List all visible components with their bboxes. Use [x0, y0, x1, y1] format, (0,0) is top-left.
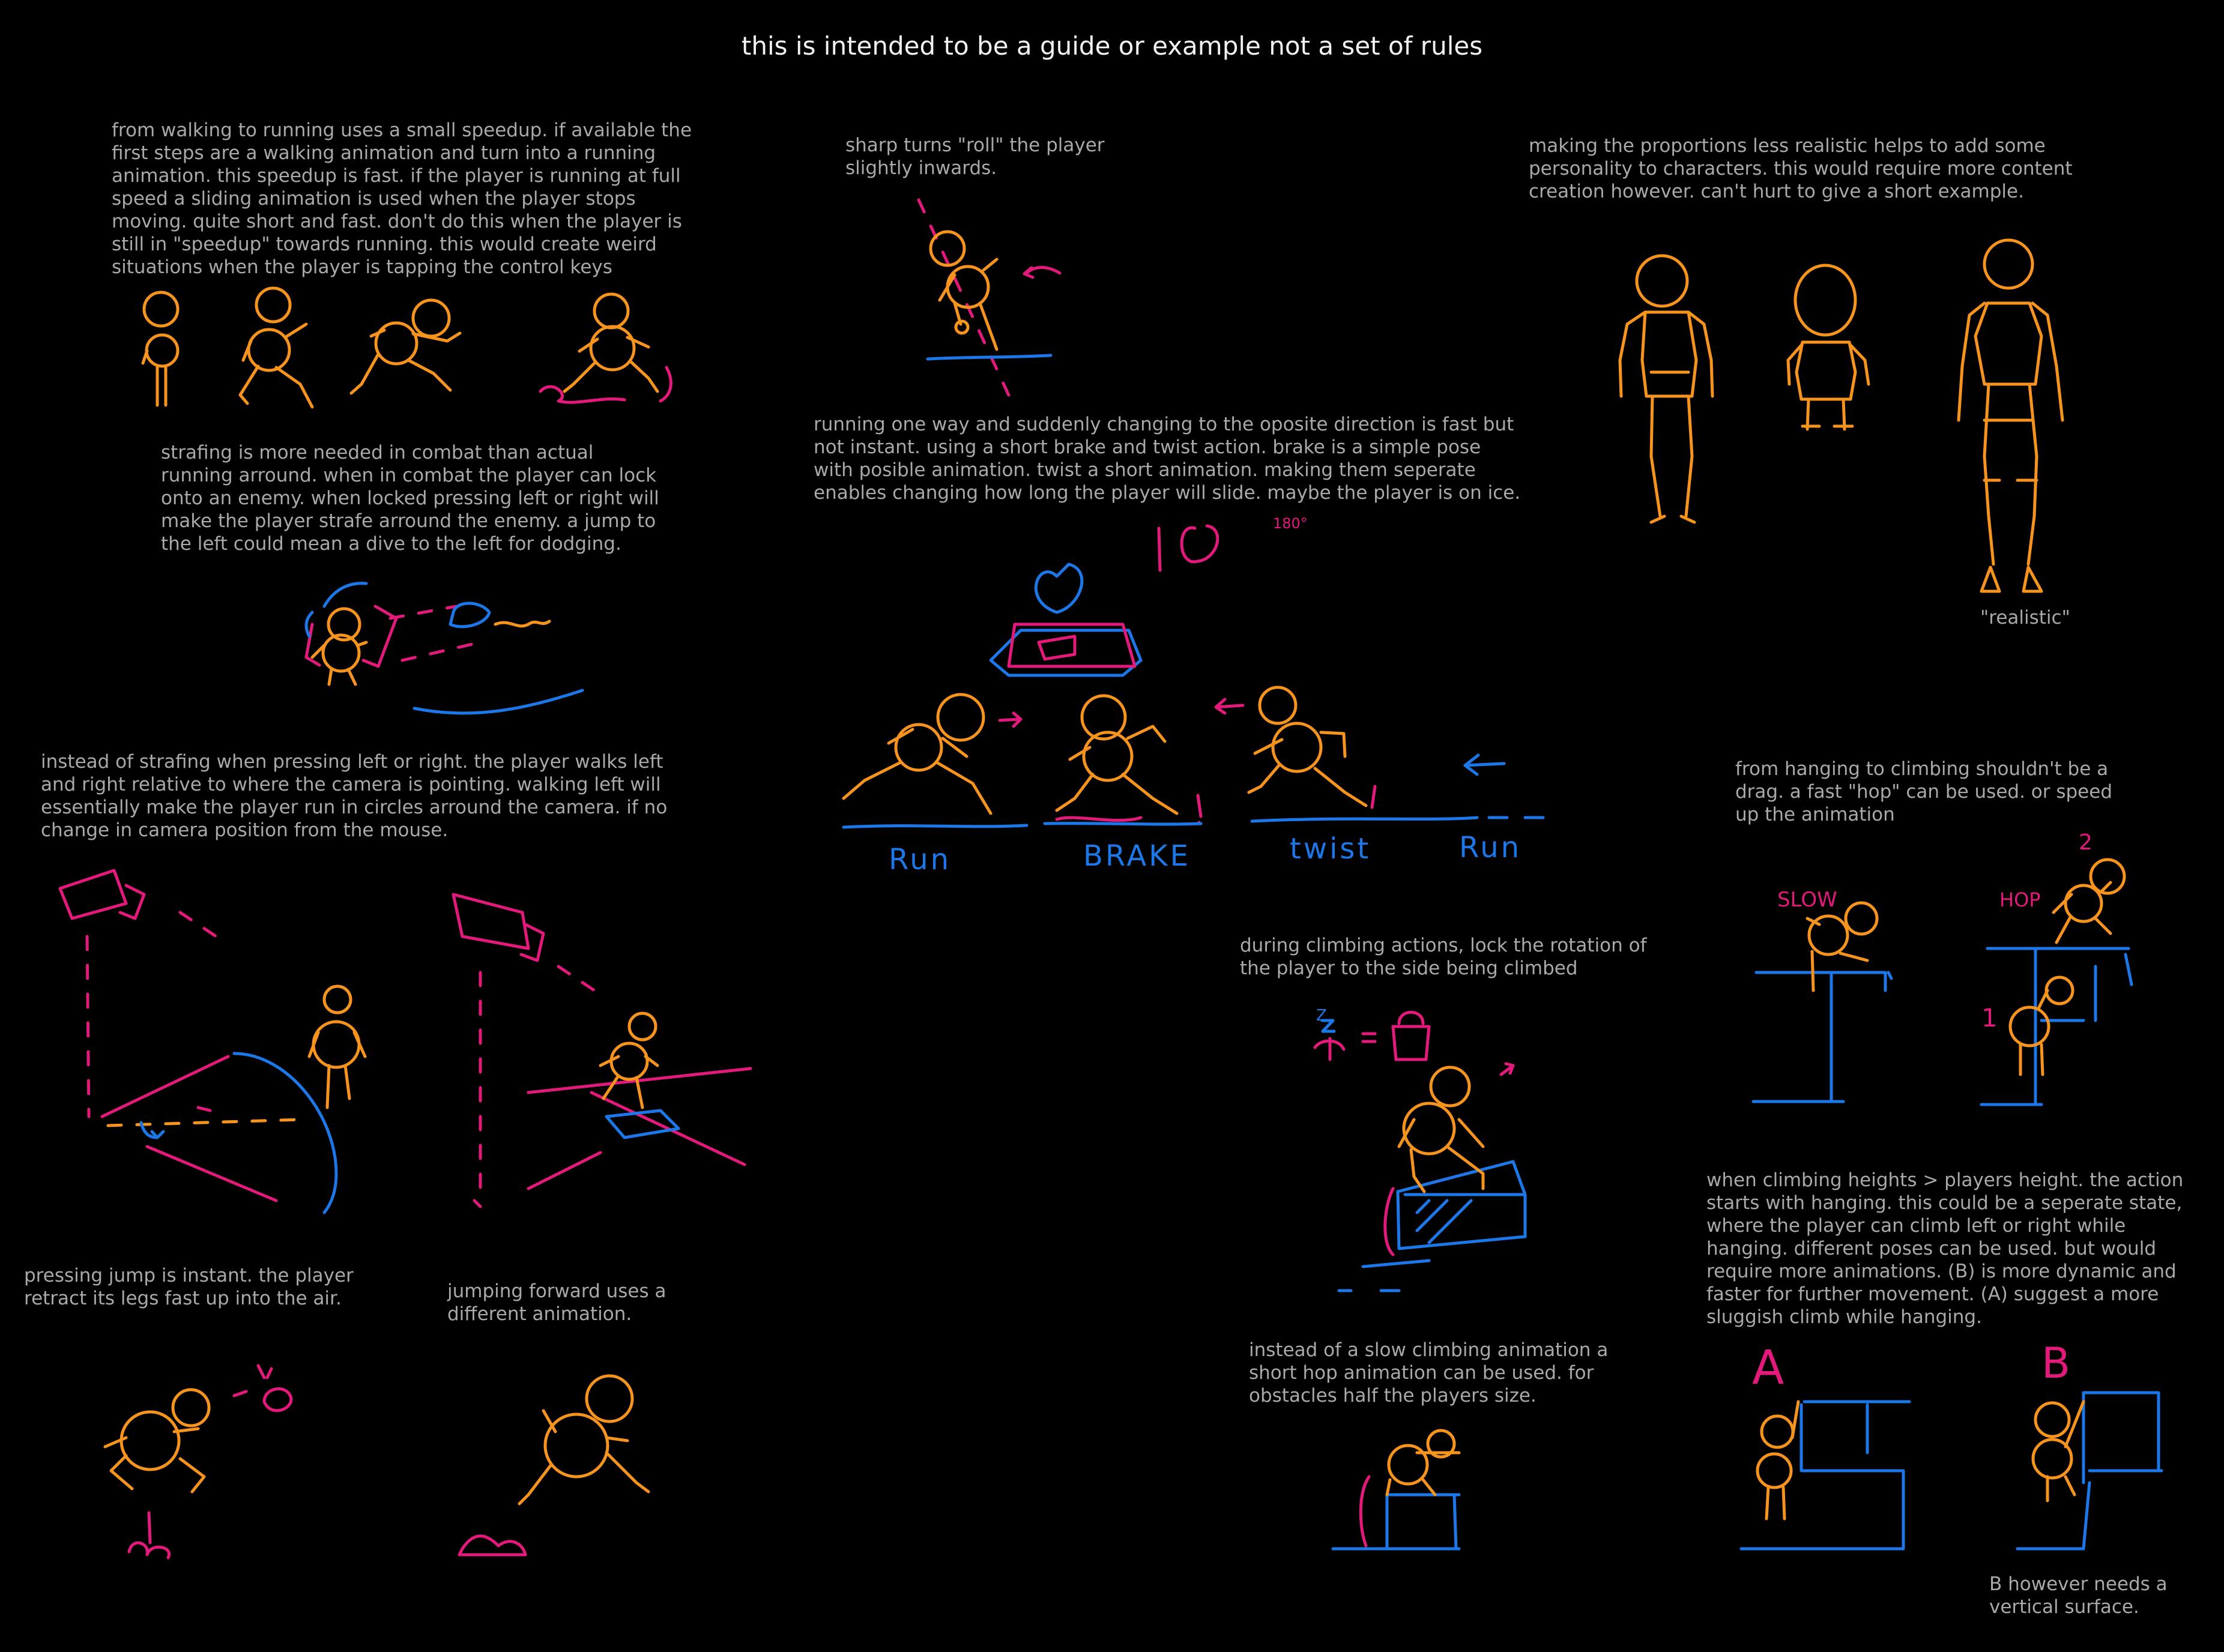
- label-brake: BRAKE: [1083, 839, 1191, 873]
- note-jump-forward: jumping forward uses a different animation.: [447, 1280, 666, 1325]
- note-sharp-turns: sharp turns "roll" the player slightly inwards.: [845, 134, 1105, 179]
- label-turn-angle: 180°: [1273, 515, 1308, 532]
- note-walk-to-run: from walking to running uses a small speedup. if available the first steps are a walking animation and turn into a running animation. this speedup is fast. if the player is running at full speed a sliding animation is used when the player stops moving. quite short and fast. don't do this when the player is still in "speedup" towards running. this would create weird situations when the player is tapping the control keys: [112, 119, 692, 278]
- jump-instant-sketch: [105, 1366, 291, 1558]
- sharp-turn-sketch: [919, 200, 1060, 408]
- jump-forward-sketch: [459, 1376, 648, 1555]
- short-hop-sketch: [1333, 1430, 1459, 1549]
- note-climb-lock: during climbing actions, lock the rotation of the player to the side being climbed: [1240, 935, 1647, 979]
- label-z-axis: Z: [1316, 1007, 1327, 1025]
- note-direction-change: running one way and suddenly changing to the oposite direction is fast but not instant. using a short brake and twist action. brake is a simple pose with posible animation. twist a short animation. making them seperate enables changing how long the player will slide. maybe the player is on ice.: [814, 414, 1521, 504]
- climb-heights-sketch: [1741, 1339, 2162, 1549]
- note-vertical-surface: B however needs a vertical surface.: [1989, 1573, 2168, 1618]
- proportions-sketch: [1620, 240, 2062, 591]
- direction-change-sketch: [844, 515, 1543, 876]
- label-run-again: Run: [1459, 831, 1522, 864]
- label-hop: HOP: [1999, 888, 2041, 911]
- label-slow: SLOW: [1777, 888, 1837, 912]
- climb-lock-sketch: [1315, 1007, 1525, 1291]
- note-short-hop: instead of a slow climbing animation a short hop animation can be used. for obstacles half the players size.: [1249, 1339, 1609, 1406]
- label-option-b: B: [2041, 1339, 2071, 1388]
- note-proportions: making the proportions less realistic helps to add some personality to characters. this would require more content creation however. can't hurt to give a short example.: [1529, 135, 2073, 202]
- label-step-1: 1: [1981, 1003, 1998, 1032]
- walk-to-run-sketch: [143, 288, 671, 407]
- hang-to-climb-sketch: [1753, 830, 2132, 1105]
- note-strafing: strafing is more needed in combat than actual running arround. when in combat the player can lock onto an enemy. when locked pressing left or right will make the player strafe arround the enemy. a jump to the left could mean a dive to the left for dodging.: [161, 442, 659, 555]
- page-title: this is intended to be a guide or example not a set of rules: [741, 31, 1483, 61]
- label-twist: twist: [1290, 832, 1371, 866]
- label-run: Run: [889, 843, 952, 876]
- note-camera-relative: instead of strafing when pressing left or right. the player walks left and right relative to where the camera is pointing. walking left will essentially make the player run in circles arround the camera. if no change in camera position from the mouse.: [41, 751, 668, 841]
- note-jump-instant: pressing jump is instant. the player retract its legs fast up into the air.: [24, 1265, 354, 1309]
- camera-relative-sketch: [60, 870, 751, 1213]
- strafing-sketch: [306, 583, 582, 713]
- note-realistic-caption: "realistic": [1980, 607, 2070, 629]
- label-step-2: 2: [2079, 830, 2093, 855]
- note-climb-heights: when climbing heights > players height. the action starts with hanging. this could be a seperate state, where the player can climb left or right while hanging. different poses can be used. but would require more animations. (B) is more dynamic and faster for further movement. (A) suggest a more sluggish climb while hanging.: [1706, 1169, 2184, 1328]
- note-hang-to-climb: from hanging to climbing shouldn't be a drag. a fast "hop" can be used. or speed up the animation: [1735, 758, 2113, 825]
- label-option-a: A: [1752, 1341, 1784, 1395]
